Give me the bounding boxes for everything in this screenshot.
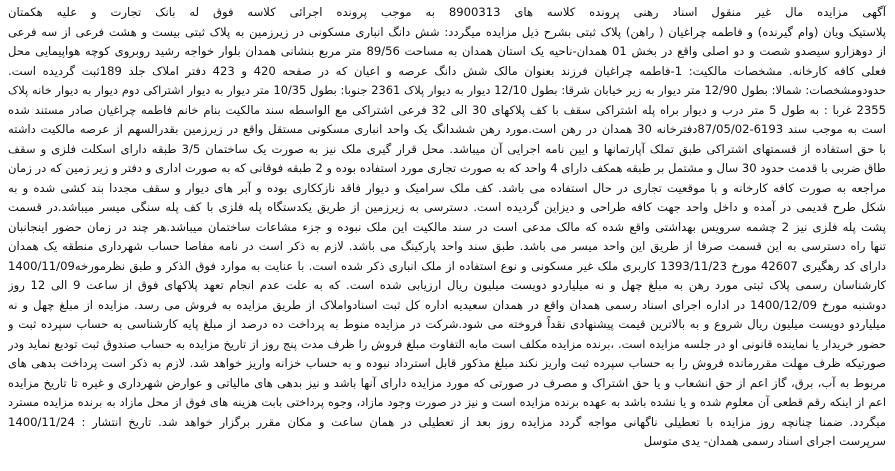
notice-line: میلیاردو دویست میلیون ریال شروع و به بالاترین قیمت پیشنهادی نقداً فروخته می شود.شرکت در مزایده منوط به پرداخت ده درصد از مبلغ پایه کارشناسی به حساب سپرده ثبت و xyxy=(8,317,886,331)
notice-signature: سرپرست اجرای اسناد رسمی همدان- یدی متوسل xyxy=(643,434,886,448)
notice-line: میگردد. ضمنا چنانچه روز مزایده با تعطیلی ناگهانی مواجه گردد مزایده روز بعد از تعطیلی در همان ساعت و مکان مقرر برگزار خواهد شد. تاریخ انتشار : 1400/11/24 xyxy=(8,414,886,429)
notice-line: حدودومشخصات: شمالا: بطول 12/90 متر دیوار به زیر خیابان شرقا: بطول 12/10 دیوار به دیوار پلاک 2361 جنوبا: بطول 10/35 متر دیوار به دیوار اشتراکی دوم دیوار به دیوار خانه پلاک xyxy=(8,83,886,97)
notice-line: طاق ضربی با قدمت حدود 30 سال و مشتمل بر طبقه همکف دارای 4 واحد که به صورت تجاری مورد استفاده بوده و 2 طبقه فوقانی که به صورت اداری و دفتر و زیر زمین که در زمان xyxy=(8,161,886,175)
notice-line: کارشناسان رسمی پلاک ثبتی مورد رهن به مبلغ چهل و نه میلیاردو دویست میلیون ریال ارزیابی شده است. که به علت عدم انجام تعهد پلاکهای فوق از ساعت 9 الی 12 روز xyxy=(8,278,886,292)
notice-line: شکل طرح قدیمی در آمده و داخل واحد جهت کافه طراحی و دیزاین گردیده است. دسترسی به زیرزمین از طریق یکدستگاه پله فلزی با کف پله سنگی میسر میباشد.در قسمت xyxy=(8,200,886,214)
notice-line: است به موجب سند 6193-87/05/02دفترخانه 30 همدان در رهن است.مورد رهن ششدانگ یک واحد انباری مسکونی مستقل واقع در زیرزمین بقدرالسهم از عرصه مالکیت داشته xyxy=(8,122,886,136)
notice-line: پلاستیک ویان (وام گیرنده) و فاطمه چراغیان ( راهن) پلاک ثبتی بشرح ذیل مزایده میگردد: شش دانگ انباری مسکونی در زیرزمین به پلاک ثبتی بیست و هشت فرعی از سه فرعی xyxy=(8,24,886,39)
notice-line: مراجعه به صورت کافه کارخانه و با موقعیت تجاری در حال استفاده می باشد. کف ملک سرامیک و دیوار فاقد نازککاری بوده و آبر های دیوار و سقف مجددا بند کشی شده و به xyxy=(8,180,886,195)
notice-line: فعلی کافه کارخانه. مشخصات مالکیت: 1-فاطمه چراغیان فرزند بعنوان مالک شش دانگ عرصه و اعیان که در صفحه 420 و 423 دفتر املاک جلد 189ثبت گردیده است. xyxy=(8,63,886,78)
notice-line: تنها راه دسترسی به این قسمت صرفا از طریق این واحد میسر می باشد. طبق سند واحد پارکینگ می باشد. لازم به ذکر است در نامه مفاصا حساب شهرداری منطقه یک همدان xyxy=(8,239,886,253)
notice-line: 2355 غربا : به طول 5 متر درب و دیوار براه پله اشتراکی سقف با کف پلاکهای 30 الی 32 فرعی اشتراکی مع الواسطه سند مالکیت بنام خانم فاطمه چراغیان صادر مستند شده xyxy=(8,102,886,117)
notice-line: اعم از اینکه رقم قطعی آن معلوم شده و یا نشده باشد به عهده برنده مزایده است و نیز در صورت وجود مازاد، وجوه پرداختی بابت هزینه های فوق از محل مازاد به برنده مزایده مسترد xyxy=(8,395,886,409)
notice-line: با حق استفاده از قسمتهای اشتراکی طبق تملک آپارتمانها و ایین نامه اجرایی آن میباشد. محل قرار گیری ملک نیز به صورت یک ساختمان 3/5 طبقه دارای اسکلت فلزی و سقف xyxy=(8,141,886,156)
notice-line: آگهی مزایده مال غیر منقول اسناد رهنی پرونده کلاسه های 8900313 به موجب پرونده اجرائی کلاسه فوق له بانک تجارت و علیه هکمتان xyxy=(8,5,886,19)
notice-line: پشت پله فلزی نیز 2 چشمه سرویس بهداشتی واقع شده که مالک مدعی است در سند مالکیت این ملک نبوده و جزء مشاعات ساختمان میباشد.هر چند در زمان حضور اینجانبان xyxy=(8,219,886,234)
notice-line: حضور خریدار یا نماینده قانونی او در جلسه مزایده است. ،برنده مزایده مکلف است مابه التفاوت مبلغ فروش را ظرف مدت پنج روز از تاریخ مزایده به حساب صندوق ثبت تودیع نماید ودر xyxy=(8,336,886,351)
notice-line: دارای کد رهگیری 42607 مورخ 1393/11/23 کاربری ملک غیر مسکونی و نوع استفاده از ملک انباری ذکر شده است. با عنایت به موارد فوق الذکر و طبق نظرمورخه1400/11/09 xyxy=(8,258,886,273)
notice-line: از دوهزارو سیصدو شصت و دو اصلی واقع در بخش 01 همدان-ناحیه یک استان همدان به مساحت 89/56 متر مربع بنشانی همدان بلوار خواجه رشید روبروی کوچه هواپیمایی محل xyxy=(8,44,886,58)
notice-line: صورتیکه ظرف مهلت مقررمانده فروش را به حساب سپرده ثبت واریز نکند مبلغ مذکور قابل استرداد نبوده و به حساب خزانه واریز خواهد شد. لازم به ذکر است پرداخت بدهی های xyxy=(8,356,886,370)
notice-line: دوشنبه مورخ 1400/12/09 در اداره اجرای اسناد رسمی همدان واقع در همدان سعیدیه اداره کل ثبت اسنادواملاک از طریق مزایده به فروش می رسد. مزایده از مبلغ چهل و نه xyxy=(8,297,886,312)
notice-line: مربوط به آب، برق، گاز اعم از حق انشعاب و یا حق اشتراک و مصرف در صورتی که مورد مزایده دارای آنها باشد و نیز بدهی های مالیاتی و عوارض شهرداری و غیره تا تاریخ مزایده xyxy=(8,375,886,390)
